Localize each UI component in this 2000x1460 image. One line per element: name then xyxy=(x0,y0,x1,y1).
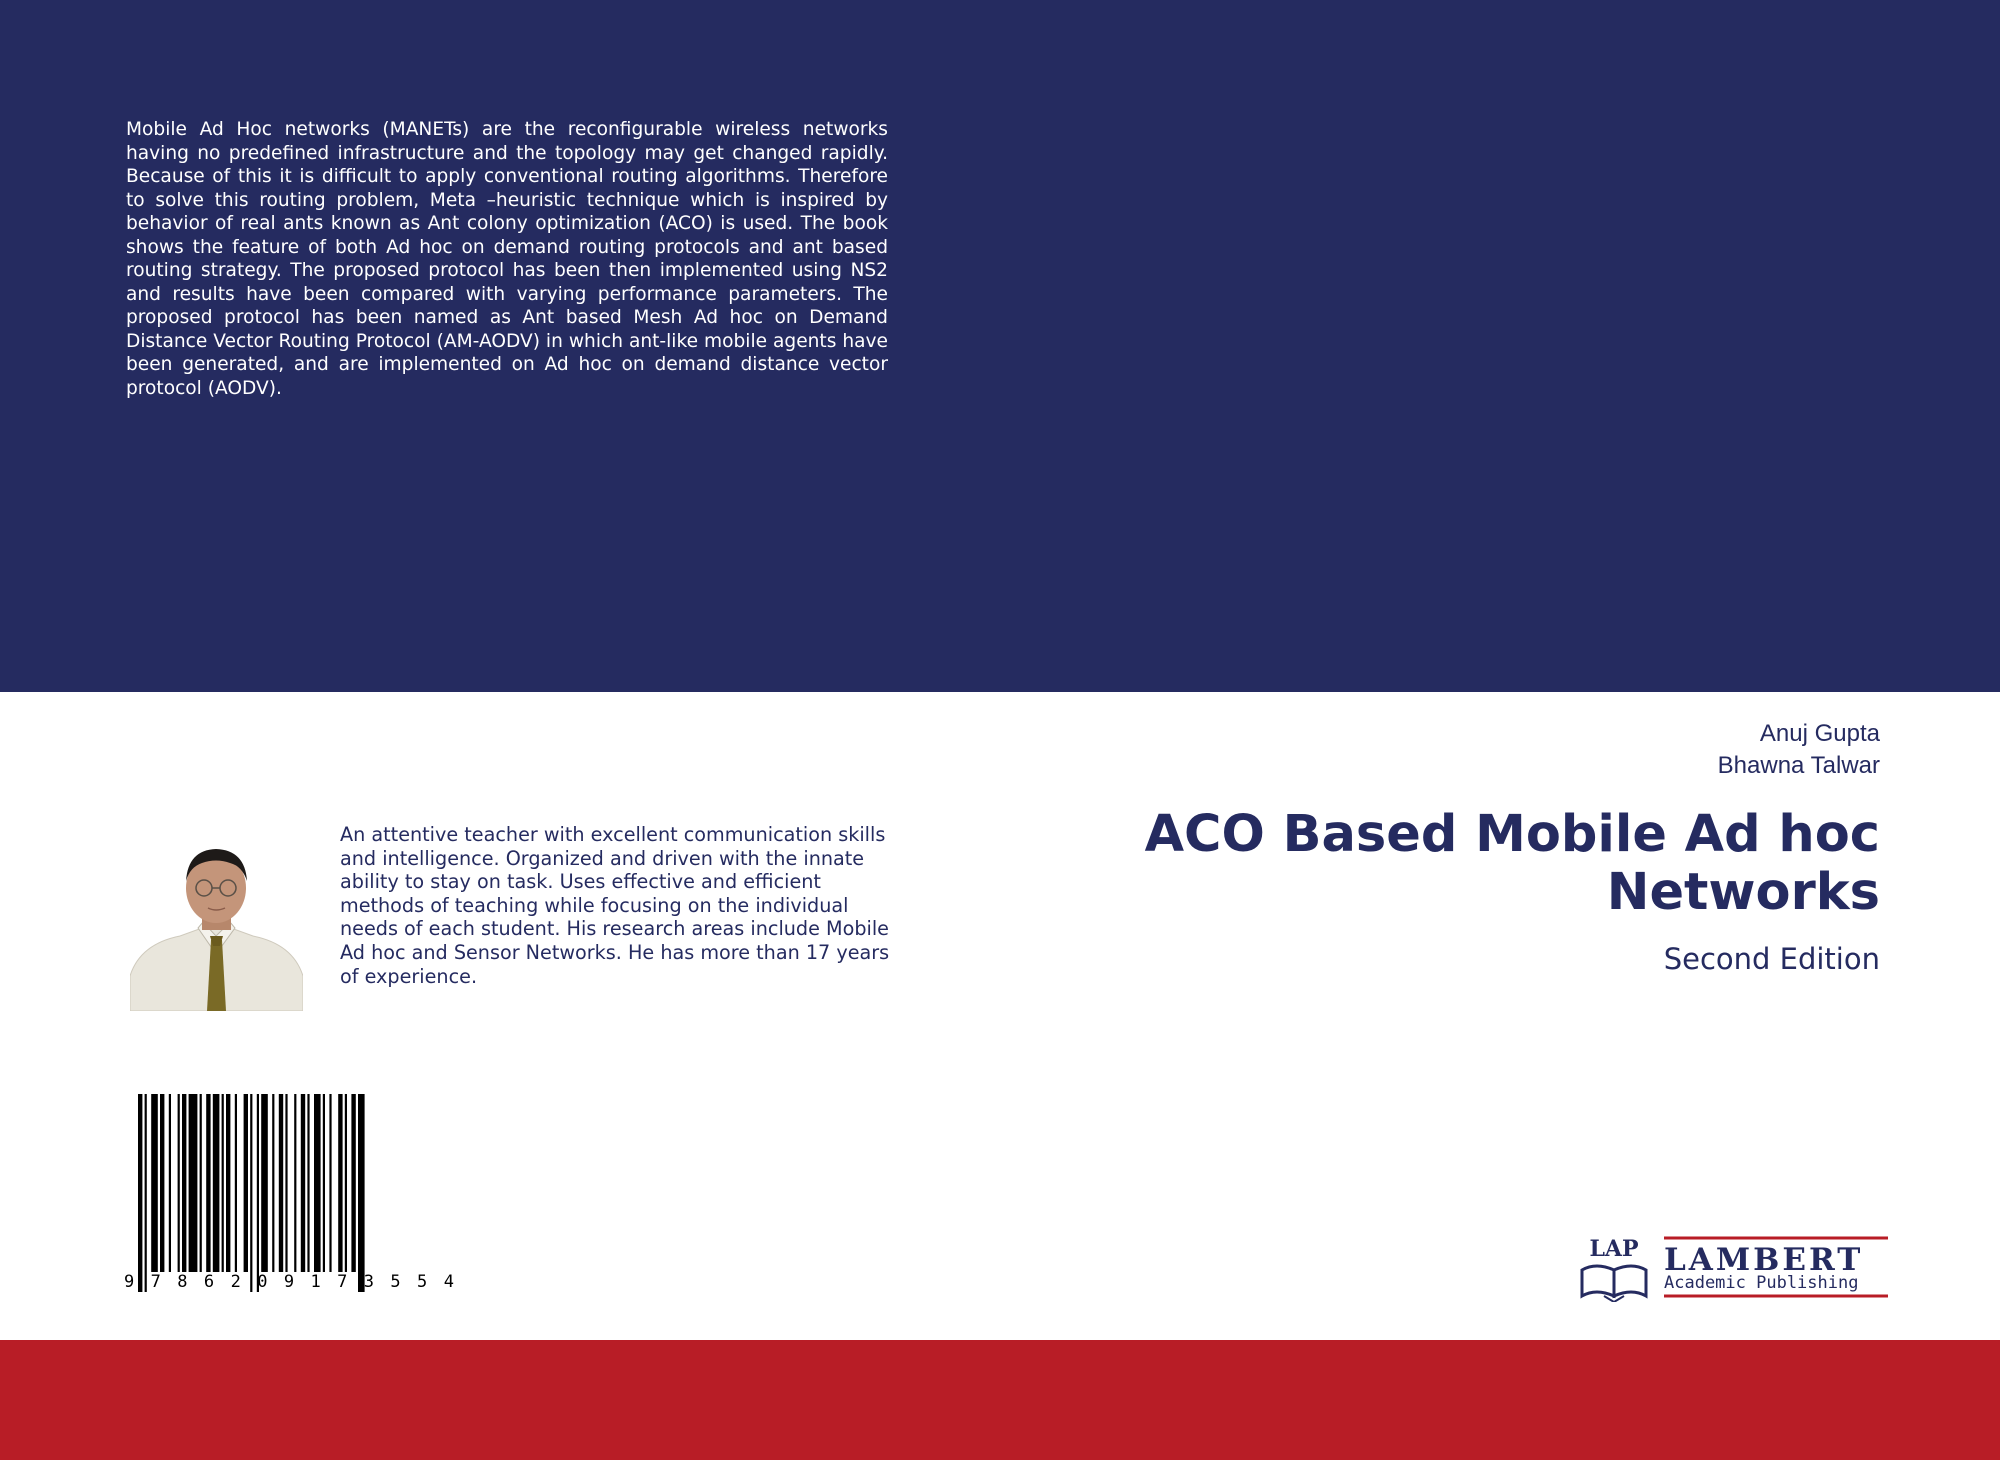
barcode-bar xyxy=(145,1094,147,1292)
barcode-bar xyxy=(351,1094,355,1272)
barcode-bar xyxy=(189,1094,198,1272)
barcode-bar xyxy=(261,1094,268,1272)
author-list xyxy=(1718,718,1880,782)
publisher-logo xyxy=(1578,1226,1890,1302)
barcode-bar xyxy=(213,1094,220,1272)
publisher-mark: LAP xyxy=(1589,1236,1639,1262)
author-photo xyxy=(130,836,303,1011)
publisher-name: LAMBERT xyxy=(1664,1242,1864,1278)
isbn-digit: 4 xyxy=(443,1272,454,1292)
top-panel xyxy=(0,0,2000,692)
barcode-bar xyxy=(235,1094,237,1272)
barcode-bar xyxy=(329,1094,331,1272)
barcode-bar xyxy=(200,1094,202,1272)
publisher-subtitle: Academic Publishing xyxy=(1664,1273,1859,1293)
barcode-bar xyxy=(301,1094,305,1272)
barcode-bar xyxy=(222,1094,224,1272)
barcode-bar xyxy=(160,1094,164,1272)
barcode-bar xyxy=(151,1094,158,1272)
barcode-bar xyxy=(178,1094,180,1272)
isbn-barcode xyxy=(122,1094,462,1294)
barcode-bar xyxy=(226,1094,230,1272)
isbn-digit: 5 xyxy=(390,1272,401,1292)
isbn-digit: 9 xyxy=(283,1272,295,1292)
isbn-digit: 7 xyxy=(337,1272,348,1292)
barcode-bar xyxy=(244,1094,248,1272)
barcode-bar xyxy=(257,1094,259,1292)
isbn-digit: 8 xyxy=(177,1272,188,1292)
barcode-bar xyxy=(345,1094,347,1272)
bottom-band xyxy=(0,1340,2000,1460)
isbn-digit: 6 xyxy=(203,1272,215,1292)
barcode-bar xyxy=(250,1094,252,1292)
isbn-digit: 5 xyxy=(417,1272,428,1292)
open-book-icon xyxy=(1582,1266,1646,1302)
barcode-bar xyxy=(279,1094,283,1272)
author-name: Bhawna Talwar xyxy=(1717,752,1880,779)
barcode-bar xyxy=(338,1094,342,1272)
barcode-bar xyxy=(294,1094,296,1272)
author-portrait-icon xyxy=(130,836,303,1011)
barcode-bar xyxy=(169,1094,171,1272)
author-name: Anuj Gupta xyxy=(1759,720,1880,747)
isbn-digit: 1 xyxy=(310,1272,321,1292)
barcode-bar xyxy=(314,1094,321,1272)
blurb-text: Mobile Ad Hoc networks (MANETs) are the reconfigurable wireless networks having no predefined infrastructure and the topology may get changed rapidly. Because of this it is difficult to apply conventional routing algorithms. Therefore to solve this routing problem, Meta –heuristic technique which is inspired by behavior of real ants known as Ant colony optimization (ACO) is used. The book shows the feature of both Ad hoc on demand routing protocols and ant based routing strategy. The proposed protocol has been then implemented using NS2 and results have been compared with varying performance parameters. The proposed protocol has been named as Ant based Mesh Ad hoc on Demand Distance Vector Routing Protocol (AM-AODV) in which ant-like mobile agents have been generated, and are implemented on Ad hoc on demand distance vector protocol (AODV). xyxy=(126,119,888,399)
barcode-bar xyxy=(307,1094,309,1272)
barcode-bar xyxy=(323,1094,325,1272)
barcode-bar xyxy=(138,1094,142,1292)
barcode-bar xyxy=(272,1094,274,1272)
isbn-digits xyxy=(124,1272,454,1292)
isbn-digit: 9 xyxy=(124,1272,135,1292)
barcode-bar xyxy=(182,1094,186,1272)
barcode-bar xyxy=(285,1094,287,1272)
barcode-bar xyxy=(206,1094,210,1272)
barcode-bar xyxy=(358,1094,365,1292)
isbn-digit: 3 xyxy=(363,1272,375,1292)
edition-label: Second Edition xyxy=(1663,942,1880,976)
isbn-digit: 0 xyxy=(257,1272,268,1292)
isbn-digit: 7 xyxy=(150,1272,161,1292)
book-title: ACO Based Mobile Ad hoc Networks xyxy=(1144,805,1880,922)
isbn-digit: 2 xyxy=(230,1272,241,1292)
author-bio: An attentive teacher with excellent communication skills and intelligence. Organized and driven with the innate ability to stay on task. Uses effective and efficient methods of teaching while focusing on the individual needs of each student. His research areas include Mobile Ad hoc and Sensor Networks. He has more than 17 years of experience. xyxy=(340,823,890,988)
